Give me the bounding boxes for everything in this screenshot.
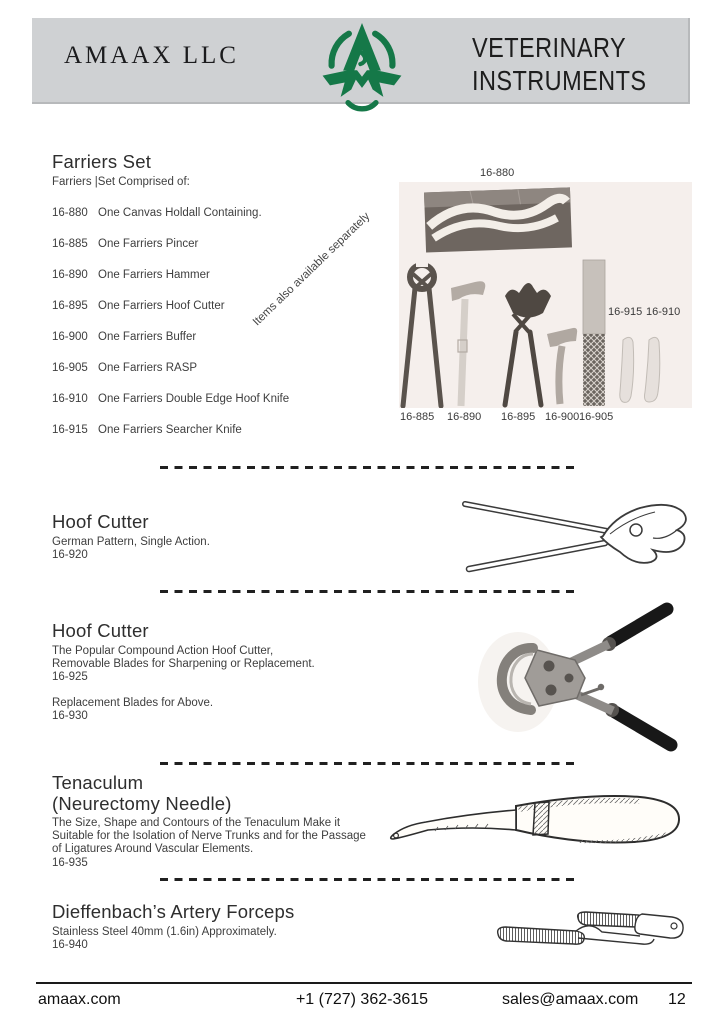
list-item	[52, 269, 289, 300]
photo-label: 16-880	[480, 167, 515, 179]
item-code: 16-885	[52, 238, 88, 250]
hoof-cutter-1-code: 16-920	[52, 549, 88, 561]
list-item	[52, 207, 289, 238]
item-name: One Farriers Searcher Knife	[98, 424, 242, 436]
tenaculum-title-2: (Neurectomy Needle)	[52, 793, 232, 814]
section-divider	[160, 590, 580, 593]
footer-page-number: 12	[668, 991, 686, 1008]
photo-label: 16-885	[400, 411, 435, 423]
company-name: AMAAX LLC	[64, 42, 239, 69]
list-item	[52, 393, 289, 424]
hoof-cutter-2-desc-1: The Popular Compound Action Hoof Cutter,	[52, 645, 274, 657]
photo-label: 16-900	[545, 411, 580, 423]
list-item	[52, 424, 289, 455]
amaax-logo-icon	[320, 23, 404, 115]
hoof-cutter-1-desc: German Pattern, Single Action.	[52, 536, 210, 548]
page-title-line1: VETERINARY	[472, 32, 627, 63]
photo-label: 16-905	[579, 411, 614, 423]
photo-label: 16-895	[501, 411, 536, 423]
availability-note: Items also available separately	[250, 210, 373, 329]
list-item	[52, 238, 289, 269]
hoof-cutter-2-code: 16-925	[52, 671, 88, 683]
footer-email: sales@amaax.com	[502, 991, 639, 1008]
list-item	[52, 331, 289, 362]
hoof-cutter-2-title: Hoof Cutter	[52, 620, 149, 641]
section-divider	[160, 878, 580, 881]
hoof-cutter-1-title: Hoof Cutter	[52, 511, 149, 532]
photo-label: 16-910	[646, 306, 681, 318]
tenaculum-desc-3: of Ligatures Around Vascular Elements.	[52, 843, 254, 855]
tenaculum-drawing	[378, 790, 683, 850]
dieffenbach-title: Dieffenbach’s Artery Forceps	[52, 901, 295, 922]
footer-phone: +1 (727) 362-3615	[295, 991, 429, 1008]
photo-label: 16-915	[608, 306, 643, 318]
section-divider	[160, 466, 580, 469]
farriers-set-photo	[399, 182, 692, 408]
footer-website: amaax.com	[38, 991, 121, 1008]
photo-label: 16-890	[447, 411, 482, 423]
hoof-cutter-1-drawing	[455, 490, 693, 580]
item-code: 16-905	[52, 362, 88, 374]
item-name: One Farriers Hoof Cutter	[98, 300, 225, 312]
item-name: One Farriers Double Edge Hoof Knife	[98, 393, 290, 405]
list-item	[52, 362, 289, 393]
item-code: 16-910	[52, 393, 88, 405]
farriers-item-list	[52, 207, 289, 455]
item-code: 16-915	[52, 424, 88, 436]
item-code: 16-900	[52, 331, 88, 343]
tenaculum-desc-2: Suitable for the Isolation of Nerve Trunks and for the Passage	[52, 830, 366, 842]
item-name: One Farriers Pincer	[98, 238, 199, 250]
farriers-set-title: Farriers Set	[52, 151, 152, 172]
dieffenbach-code: 16-940	[52, 939, 88, 951]
page-title-line2: INSTRUMENTS	[472, 65, 647, 96]
item-name: One Farriers RASP	[98, 362, 198, 374]
farriers-set-subtitle: Farriers |Set Comprised of:	[52, 176, 190, 188]
item-code: 16-880	[52, 207, 88, 219]
hoof-cutter-2-desc-2: Removable Blades for Sharpening or Replacement.	[52, 658, 315, 670]
item-code: 16-890	[52, 269, 88, 281]
dieffenbach-desc: Stainless Steel 40mm (1.6in) Approximately.	[52, 926, 277, 938]
replacement-blades-desc: Replacement Blades for Above.	[52, 697, 214, 709]
page-title	[472, 31, 646, 97]
dieffenbach-drawing	[490, 906, 690, 954]
replacement-blades-code: 16-930	[52, 710, 88, 722]
section-divider	[160, 762, 580, 765]
item-code: 16-895	[52, 300, 88, 312]
tenaculum-title-1: Tenaculum	[52, 772, 144, 793]
hoof-cutter-2-photo	[463, 598, 681, 753]
item-name: One Canvas Holdall Containing.	[98, 207, 262, 219]
item-name: One Farriers Buffer	[98, 331, 197, 343]
footer-rule	[36, 982, 692, 984]
tenaculum-desc-1: The Size, Shape and Contours of the Tenaculum Make it	[52, 817, 341, 829]
item-name: One Farriers Hammer	[98, 269, 210, 281]
tenaculum-code: 16-935	[52, 857, 88, 869]
